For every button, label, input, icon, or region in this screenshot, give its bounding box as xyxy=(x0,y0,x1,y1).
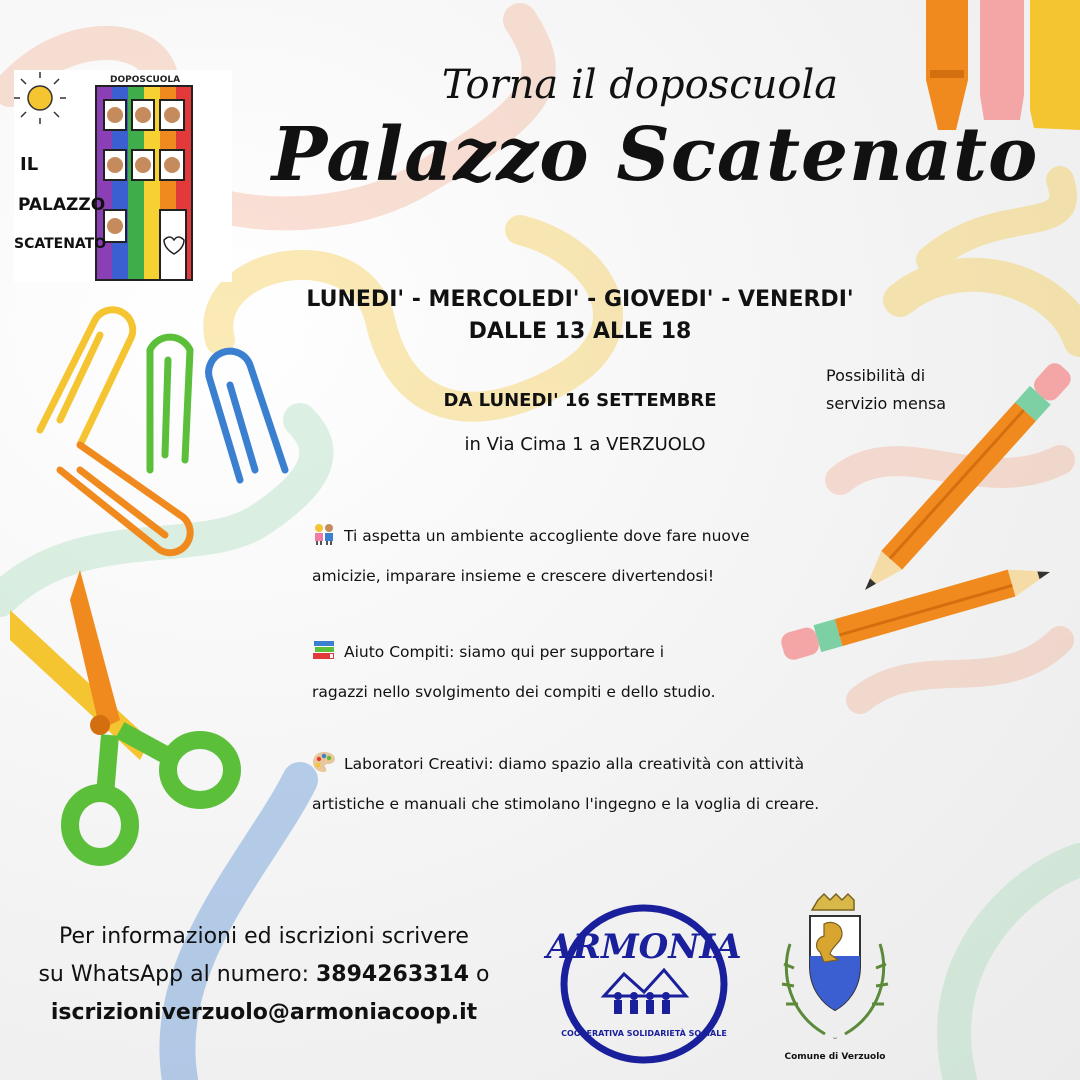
contact-line1: Per informazioni ed iscrizioni scrivere xyxy=(59,924,469,949)
mensa-line1: Possibilità di xyxy=(826,366,926,385)
start-date: DA LUNEDI' 16 SETTEMBRE xyxy=(443,390,717,411)
comune-caption: Comune di Verzuolo xyxy=(784,1052,886,1062)
palazzo-scatenato-logo xyxy=(14,70,232,282)
feature-compiti-line1: Aiuto Compiti: siamo qui per supportare i xyxy=(344,643,665,661)
logo-name-line3: SCATENATO xyxy=(14,236,107,252)
books-icon xyxy=(312,639,336,661)
mensa-line2: servizio mensa xyxy=(826,394,947,413)
schedule-hours: DALLE 13 ALLE 18 xyxy=(468,319,692,344)
markers-decor xyxy=(926,0,1080,130)
schedule-days: LUNEDI' - MERCOLEDI' - GIOVEDI' - VENERDI' xyxy=(306,287,854,312)
palazzo-logo-image xyxy=(14,70,232,282)
feature-ambiente-line2: amicizie, imparare insieme e crescere divertendosi! xyxy=(312,567,715,585)
armonia-name: ARMONIA xyxy=(546,927,742,967)
location: in Via Cima 1 a VERZUOLO xyxy=(464,434,706,455)
feature-ambiente xyxy=(312,516,912,596)
logo-top-label: DOPOSCUOLA xyxy=(110,75,181,85)
armonia-tagline: COOPERATIVA SOLIDARIETÀ SOCIALE xyxy=(561,1029,727,1038)
contact-block xyxy=(14,918,514,1032)
contact-line2-suffix: o xyxy=(469,962,490,987)
feature-laboratori-line2: artistiche e manuali che stimolano l'ingegno e la voglia di creare. xyxy=(312,795,820,813)
feature-laboratori-line1: Laboratori Creativi: diamo spazio alla creatività con attività xyxy=(344,755,805,773)
subtitle: Torna il doposcuola xyxy=(441,62,839,108)
logo-name-line1: IL xyxy=(20,154,39,175)
palette-icon xyxy=(312,751,336,773)
phone-number[interactable]: 3894263314 xyxy=(315,962,470,987)
feature-ambiente-line1: Ti aspetta un ambiente accogliente dove fare nuove xyxy=(344,527,750,545)
feature-laboratori xyxy=(312,744,912,824)
svg-text:⌣: ⌣ xyxy=(832,1034,838,1042)
page-title: Palazzo Scatenato xyxy=(271,112,1039,198)
feature-compiti-line2: ragazzi nello svolgimento dei compiti e dello studio. xyxy=(312,683,716,701)
email-link[interactable]: iscrizioniverzuolo@armoniacoop.it xyxy=(50,1000,478,1025)
children-icon xyxy=(312,523,336,545)
contact-line2-prefix: su WhatsApp al numero: xyxy=(38,962,316,987)
comune-crest xyxy=(770,894,900,1044)
logo-name-line2: PALAZZO xyxy=(18,195,106,215)
schedule-block xyxy=(250,284,910,348)
armonia-logo xyxy=(546,896,742,1066)
scissors-decor xyxy=(10,570,232,857)
feature-compiti xyxy=(312,632,912,712)
mensa-note xyxy=(826,362,1026,418)
